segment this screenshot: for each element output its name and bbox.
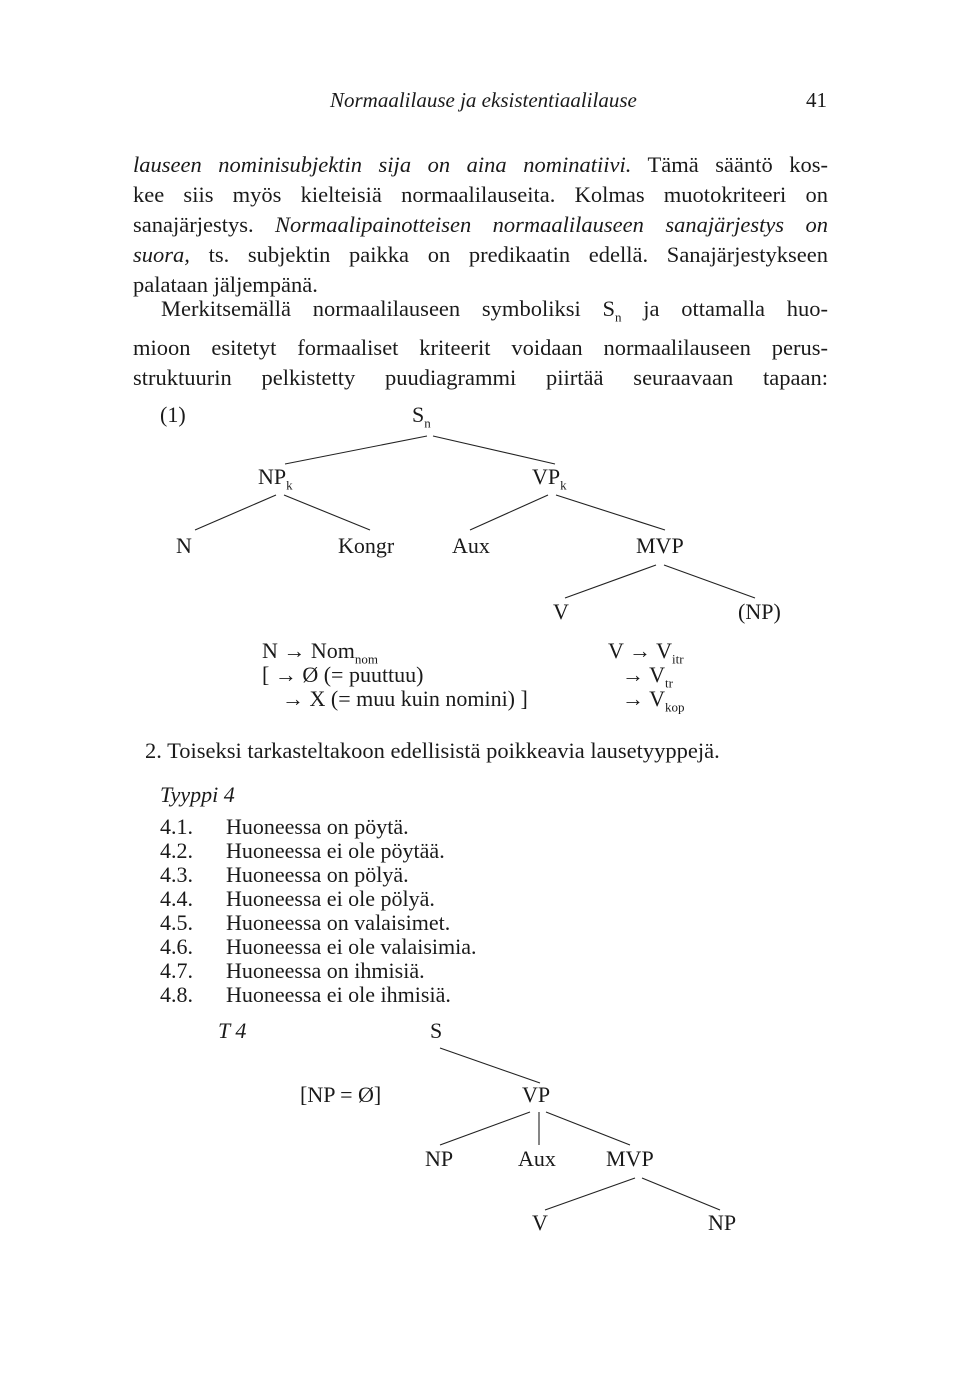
edge-mvp-v-2	[545, 1178, 635, 1210]
subscript: itr	[671, 651, 684, 667]
type-4-heading: Tyyppi 4	[160, 782, 235, 807]
node-kongr: Kongr	[338, 533, 395, 558]
edge-vp-mvp-2	[546, 1112, 630, 1145]
subscript: nom	[354, 651, 379, 667]
item-number: 4.4.	[160, 886, 193, 911]
subscript: tr	[665, 675, 673, 691]
item-text: Huoneessa ei ole valaisimia.	[226, 934, 477, 959]
edge-s-vp	[433, 436, 555, 464]
list-item	[160, 886, 476, 910]
node-mvp: MVP	[636, 533, 684, 558]
node-vp	[532, 464, 567, 493]
node-np-2: NP	[425, 1146, 454, 1171]
text-run: Merkitsemällä normaalilauseen symboliksi S	[161, 296, 615, 321]
list-item	[160, 934, 476, 958]
edge-np-kongr	[284, 495, 370, 530]
item-number: 4.5.	[160, 910, 193, 935]
node-mvp-2: MVP	[606, 1146, 654, 1171]
text-run: sanajärjestys.	[133, 212, 275, 237]
item-number: 4.8.	[160, 982, 193, 1007]
subscript: k	[286, 477, 293, 493]
item-number: 4.3.	[160, 862, 193, 887]
subscript: k	[560, 477, 567, 493]
emphasis-text: lauseen nominisubjektin sija on aina nominatiivi.	[133, 152, 632, 177]
paragraph-2-line-2: mioon esitetyt formaaliset kriteerit voidaan normaalilauseen perus-	[133, 334, 828, 360]
node-np	[258, 464, 293, 493]
rule-text: V → V	[608, 638, 672, 663]
item-text: Huoneessa on valaisimet.	[226, 910, 451, 935]
list-item	[160, 862, 476, 886]
node-label: VP	[532, 464, 561, 489]
node-s-2: S	[430, 1018, 443, 1043]
list-item	[160, 814, 476, 838]
node-v-2: V	[532, 1210, 548, 1235]
edge-np-n	[195, 495, 276, 530]
node-np-3: NP	[708, 1210, 737, 1235]
rule-other: → X (= muu kuin nomini) ]	[282, 686, 528, 711]
subscript: n	[614, 309, 622, 325]
item-text: Huoneessa ei ole ihmisiä.	[226, 982, 451, 1007]
edge-vp-mvp	[556, 495, 665, 530]
example-list	[160, 814, 476, 1006]
rule-text: → V	[622, 662, 665, 687]
rule-text: N → Nom	[262, 638, 355, 663]
subscript: n	[424, 415, 431, 431]
list-item	[160, 958, 476, 982]
edge-vp-aux	[470, 495, 548, 530]
edge-s-vp-2	[440, 1048, 540, 1083]
edge-vp-np-2	[440, 1112, 530, 1145]
node-np-empty: [NP = Ø]	[300, 1082, 382, 1107]
list-item	[160, 982, 476, 1006]
page-number: 41	[806, 88, 827, 112]
emphasis-text: Normaalipainotteisen normaalilauseen sanajärjestys on	[275, 212, 828, 237]
node-n: N	[176, 533, 192, 558]
item-text: Huoneessa ei ole pölyä.	[226, 886, 435, 911]
node-v: V	[553, 599, 569, 624]
edge-s-np	[285, 436, 427, 464]
emphasis-text: suora,	[133, 242, 190, 267]
item-number: 4.6.	[160, 934, 193, 959]
subscript: kop	[665, 699, 685, 715]
text-run: Tämä sääntö kos-	[631, 152, 829, 177]
node-label: NP	[258, 464, 287, 489]
text-run: ja ottamalla huo-	[621, 296, 828, 321]
edge-mvp-v	[565, 565, 656, 598]
section-2-text: 2. Toiseksi tarkasteltakoon edellisistä poikkeavia lausetyyppejä.	[145, 738, 720, 763]
item-text: Huoneessa on ihmisiä.	[226, 958, 425, 983]
item-number: 4.1.	[160, 814, 193, 839]
node-aux-2: Aux	[518, 1146, 556, 1171]
running-header: Normaalilause ja eksistentiaalilause	[330, 88, 637, 112]
node-aux: Aux	[452, 533, 490, 558]
item-text: Huoneessa on pöytä.	[226, 814, 409, 839]
item-text: Huoneessa ei ole pöytää.	[226, 838, 445, 863]
node-label: S	[412, 402, 425, 427]
tree-2-label: T 4	[218, 1018, 247, 1043]
paragraph-2-line-3: struktuurin pelkistetty puudiagrammi piirtää seuraavaan tapaan:	[133, 364, 828, 390]
paragraph-1-line-5: palataan jäljempänä.	[133, 272, 318, 297]
rule-empty: [ → Ø (= puuttuu)	[262, 662, 424, 687]
node-s	[412, 402, 431, 431]
rule-text: → V	[622, 686, 665, 711]
edge-mvp-np-2	[642, 1178, 720, 1210]
node-vp-2: VP	[522, 1082, 551, 1107]
rule-v-kop	[622, 686, 685, 715]
edge-mvp-np	[664, 565, 755, 598]
list-item	[160, 838, 476, 862]
item-number: 4.2.	[160, 838, 193, 863]
item-text: Huoneessa on pölyä.	[226, 862, 409, 887]
paragraph-1-line-2: kee siis myös kielteisiä normaalilauseita. Kolmas muotokriteeri on	[133, 182, 828, 207]
list-item	[160, 910, 476, 934]
text-run: ts. subjektin paikka on predikaatin edellä. Sanajärjestykseen	[189, 242, 828, 267]
example-number: (1)	[160, 402, 186, 427]
node-np-optional: (NP)	[738, 599, 781, 624]
item-number: 4.7.	[160, 958, 193, 983]
